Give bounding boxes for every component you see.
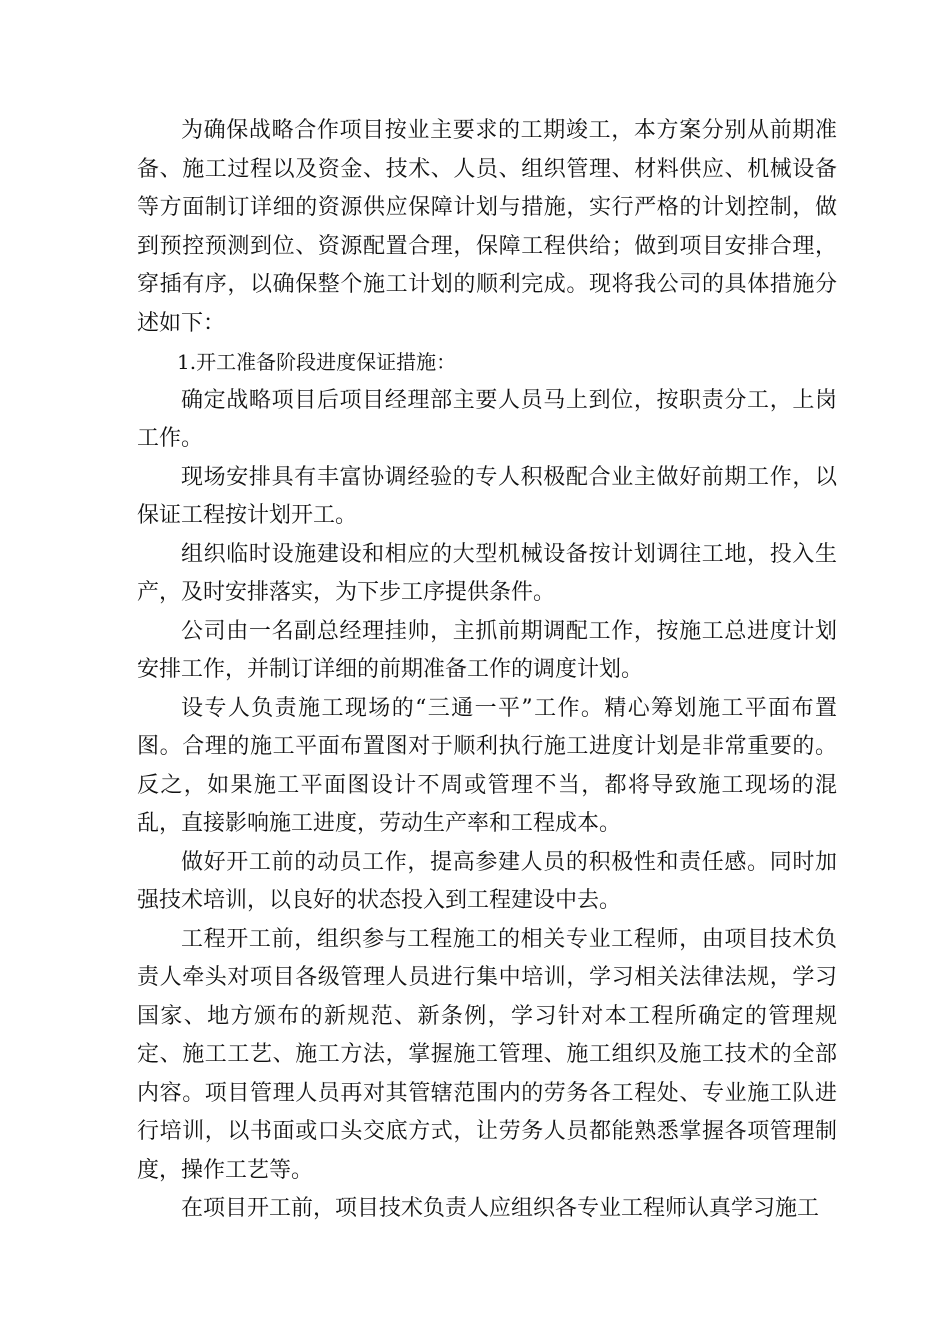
- paragraph: 现场安排具有丰富协调经验的专人积极配合业主做好前期工作，以保证工程按计划开工。: [137, 464, 837, 528]
- paragraph: 公司由一名副总经理挂帅，主抓前期调配工作，按施工总进度计划安排工作，并制订详细的前期准备工作的调度计划。: [137, 618, 837, 682]
- paragraph-intro: 为确保战略合作项目按业主要求的工期竣工，本方案分别从前期准备、施工过程以及资金、技术、人员、组织管理、材料供应、机械设备等方面制订详细的资源供应保障计划与措施，实行严格的计划控制，做到预控预测到位、资源配置合理，保障工程供给；做到项目安排合理，穿插有序，以确保整个施工计划的顺利完成。现将我公司的具体措施分述如下：: [137, 118, 837, 336]
- paragraph: 工程开工前，组织参与工程施工的相关专业工程师，由项目技术负责人牵头对项目各级管理人员进行集中培训，学习相关法律法规，学习国家、地方颁布的新规范、新条例，学习针对本工程所确定的管理规定、施工工艺、施工方法，掌握施工管理、施工组织及施工技术的全部内容。项目管理人员再对其管辖范围内的劳务各工程处、专业施工队进行培训，以书面或口头交底方式，让劳务人员都能熟悉掌握各项管理制度，操作工艺等。: [137, 926, 837, 1183]
- paragraph: 做好开工前的动员工作，提高参建人员的积极性和责任感。同时加强技术培训，以良好的状态投入到工程建设中去。: [137, 849, 837, 913]
- paragraph: 在项目开工前，项目技术负责人应组织各专业工程师认真学习施工: [181, 1196, 820, 1221]
- paragraph: 设专人负责施工现场的“三通一平”工作。精心筹划施工平面布置图。合理的施工平面布置图对于顺利执行施工进度计划是非常重要的。反之，如果施工平面图设计不周或管理不当，都将导致施工现场的混乱，直接影响施工进度，劳动生产率和工程成本。: [137, 695, 837, 836]
- section-heading-1: 1.开工准备阶段进度保证措施：: [177, 350, 457, 374]
- paragraph: 组织临时设施建设和相应的大型机械设备按计划调往工地，投入生产，及时安排落实，为下步工序提供条件。: [137, 541, 837, 605]
- paragraph: 确定战略项目后项目经理部主要人员马上到位，按职责分工，上岗工作。: [137, 387, 837, 451]
- document-body: [137, 112, 837, 1229]
